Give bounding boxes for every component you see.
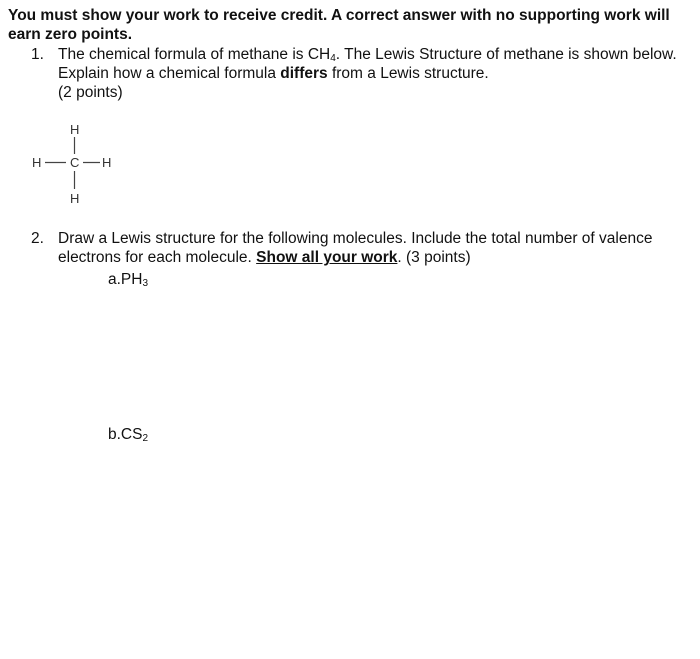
question-1-text-part2: . The Lewis Structure of methane is shown below. Explain how a chemical formula [58,46,677,82]
methane-lewis-structure [28,118,128,208]
lewis-top-hydrogen: H [70,122,80,137]
question-1-formula-subscript: 4 [330,53,336,64]
subitem-a-label: a.PH [108,271,143,288]
question-2-text-part1: Draw a Lewis structure for the following molecules. Include the total number of valence electrons for each molecule. [58,230,653,266]
question-2-body [58,229,688,267]
question-1-body [58,45,688,102]
instructions-text: You must show your work to receive credit. A correct answer with no supporting work will earn zero points. [8,7,670,43]
lewis-right-hydrogen: H [102,155,112,170]
lewis-left-hydrogen: H [32,155,42,170]
question-1-text-part3: from a Lewis structure. [327,65,489,82]
subitem-b [108,425,148,444]
question-2-number: 2. [31,230,44,247]
question-1-points: (2 points) [58,84,123,101]
subitem-a-subscript: 3 [142,278,149,289]
subitem-b-subscript: 2 [142,433,149,444]
subitem-b-label: b.CS [108,426,143,443]
question-1-text-part1: The chemical formula of methane is CH [58,46,331,63]
lewis-bottom-hydrogen: H [70,191,80,206]
question-1-number: 1. [31,46,44,63]
instructions-header [8,6,688,44]
subitem-a [108,270,148,289]
lewis-central-carbon: C [70,155,80,170]
question-2-emphasis: Show all your work [256,249,398,266]
question-2-text-part2: . (3 points) [397,249,471,266]
question-1-emphasis: differs [280,65,328,82]
